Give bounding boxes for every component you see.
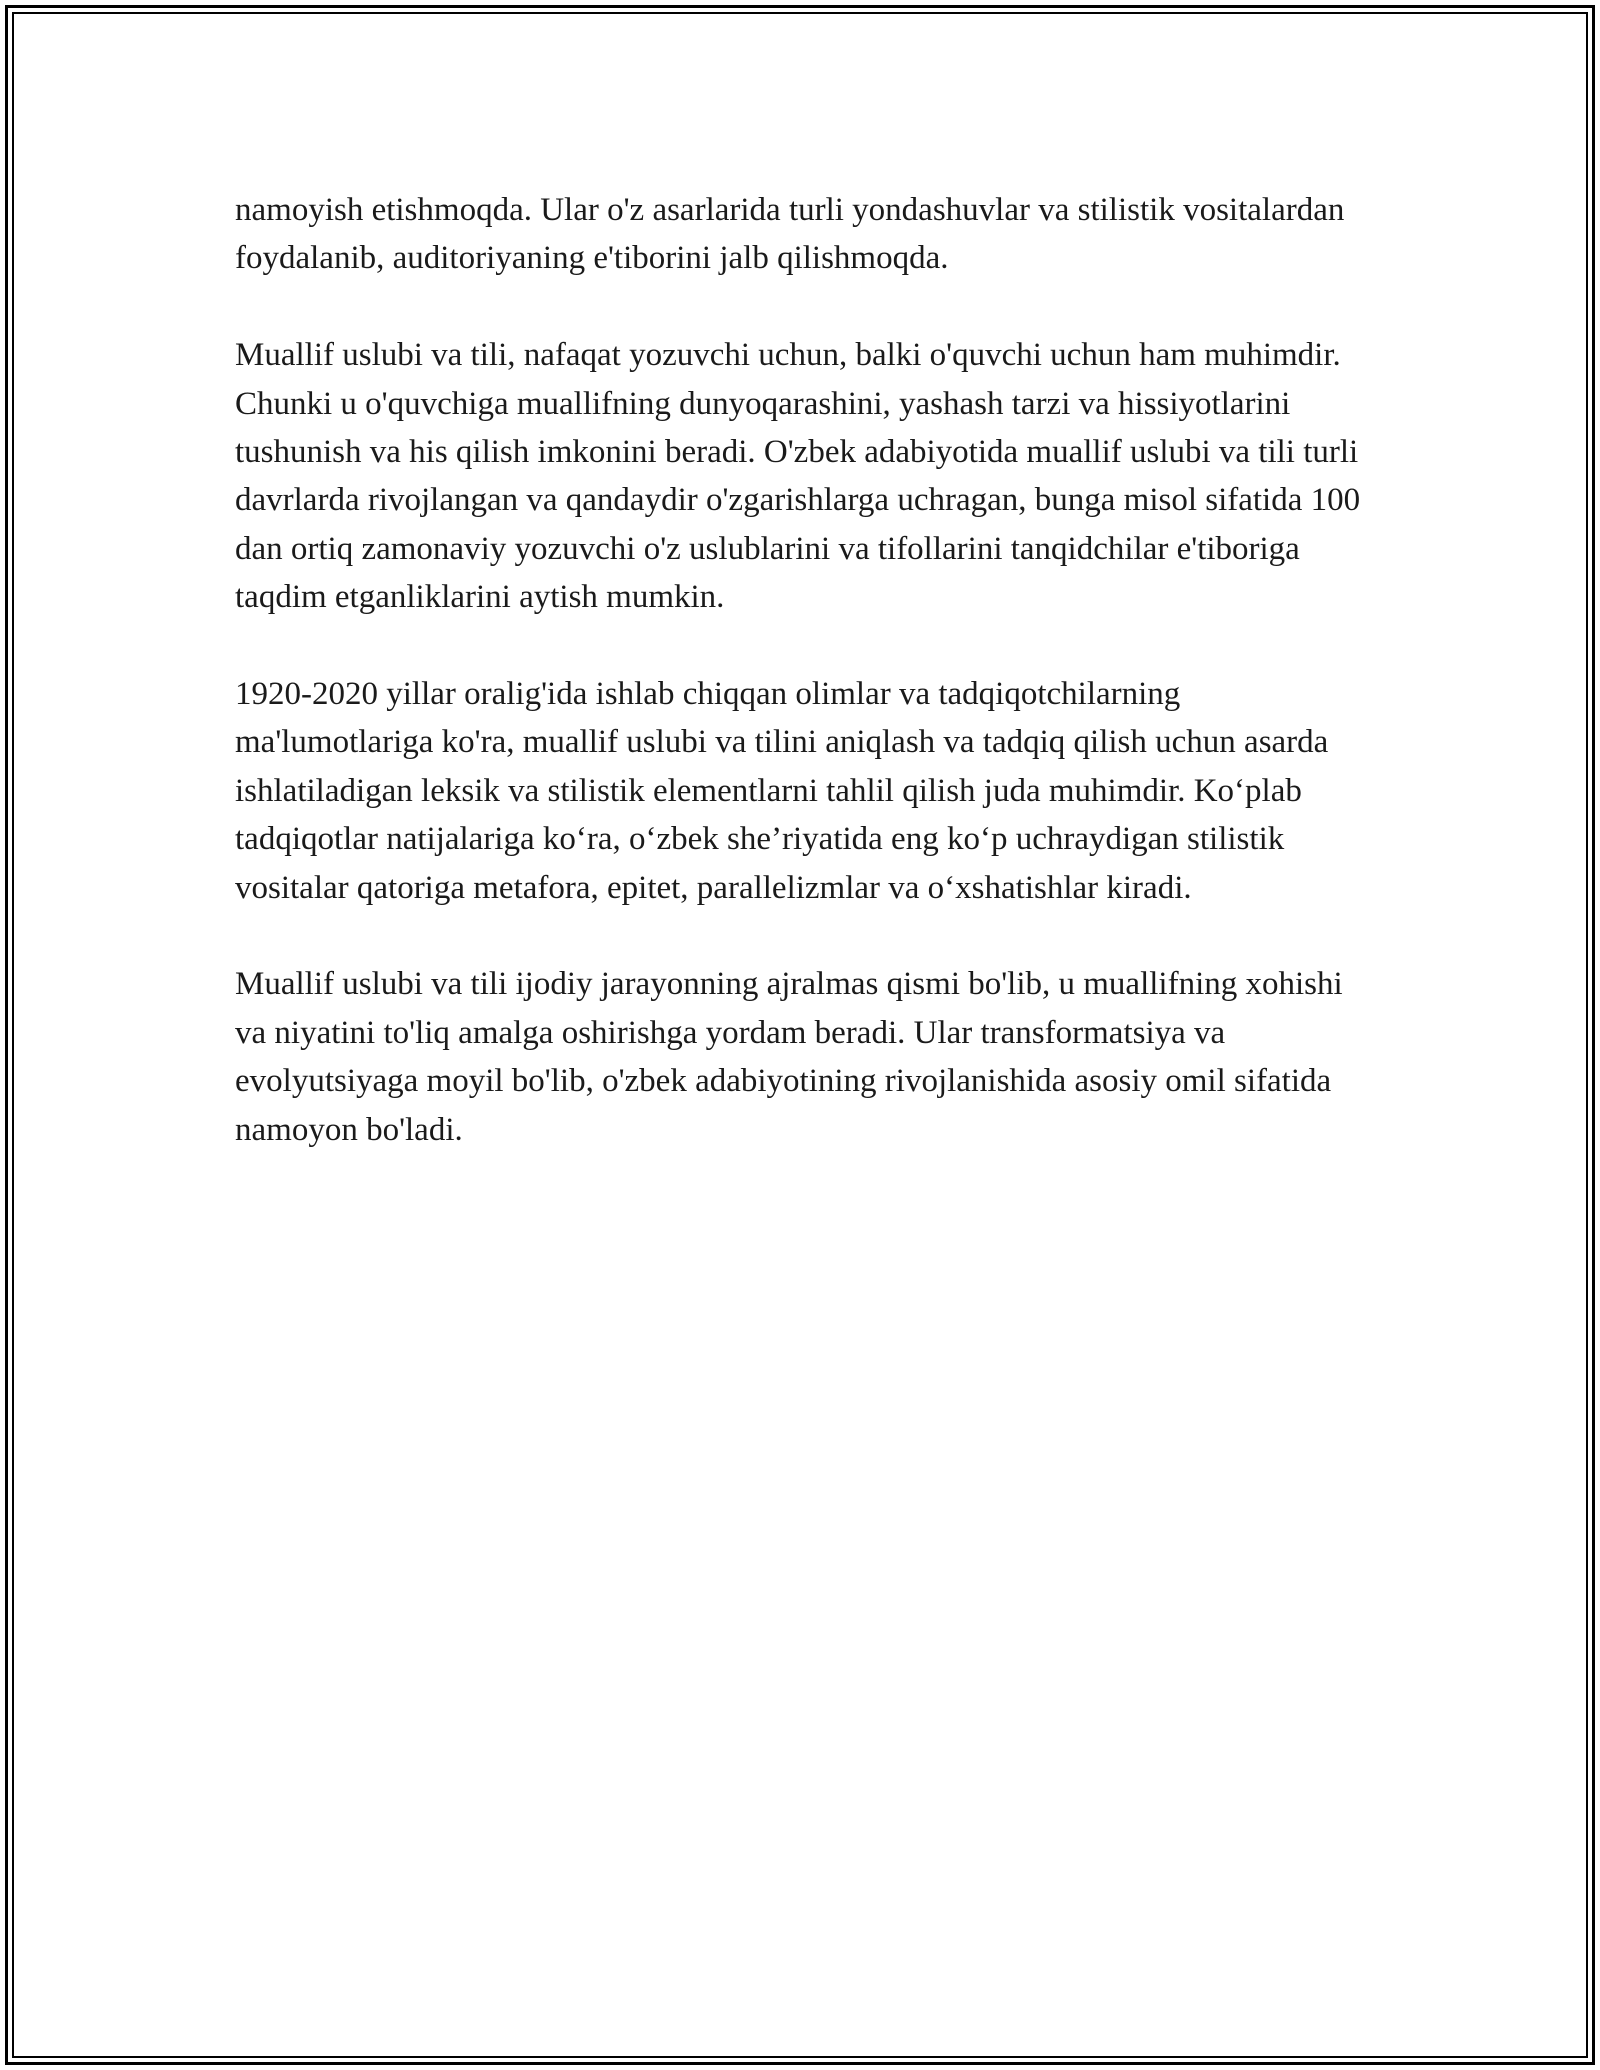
paragraph-4: Muallif uslubi va tili ijodiy jarayonning ajralmas qismi bo'lib, u muallifning xohishi va niyatini to'liq amalga oshirishga yordam beradi. Ular transformatsiya va evolyutsiyaga moyil bo'lib, o'zbek adabiyotining rivojlanishida asosiy omil sifatida namoyon bo'ladi.: [235, 966, 1343, 1148]
paragraph-3: 1920-2020 yillar oralig'ida ishlab chiqqan olimlar va tadqiqotchilarning ma'lumotlariga ko'ra, muallif uslubi va tilini aniqlash va tadqiq qilish uchun asarda ishlatiladigan leksik va stilistik elementlarni tahlil qilish juda muhimdir. Ko‘plab tadqiqotlar natijalariga ko‘ra, o‘zbek she’riyatida eng ko‘p uchraydigan stilistik vositalar qatoriga metafora, epitet, parallelizmlar va o‘xshatishlar kiradi.: [235, 676, 1329, 906]
paragraph-1: namoyish etishmoqda. Ular o'z asarlarida turli yondashuvlar va stilistik vositalardan foydalanib, auditoriyaning e'tiborini jalb qilishmoqda.: [235, 192, 1345, 277]
document-body: [235, 186, 1370, 1202]
paragraph-2: Muallif uslubi va tili, nafaqat yozuvchi uchun, balki o'quvchi uchun ham muhimdir. Chunki u o'quvchiga muallifning dunyoqarashini, yashash tarzi va hissiyotlarini tushunish va his qilish imkonini beradi. O'zbek adabiyotida muallif uslubi va tili turli davrlarda rivojlangan va qandaydir o'zgarishlarga uchragan, bunga misol sifatida 100 dan ortiq zamonaviy yozuvchi o'z uslublarini va tifollarini tanqidchilar e'tiboriga taqdim etganliklarini aytish mumkin.: [235, 337, 1361, 616]
